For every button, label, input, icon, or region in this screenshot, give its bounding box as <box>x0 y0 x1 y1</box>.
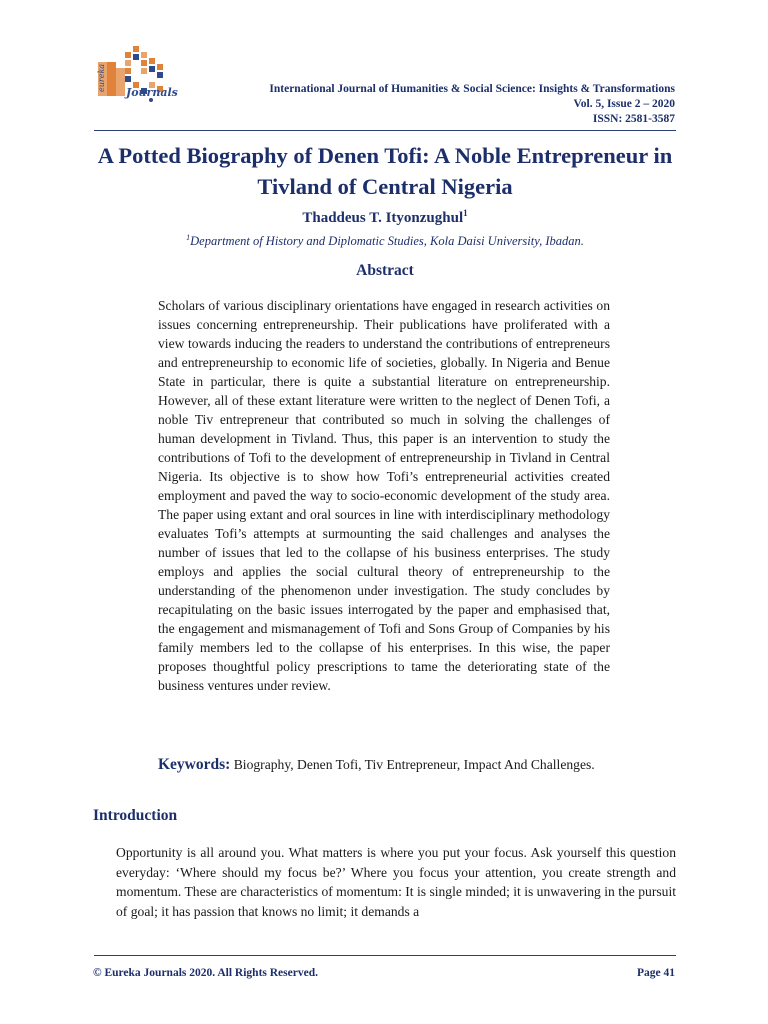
svg-text:Journals: Journals <box>126 86 178 99</box>
keywords-label: Keywords: <box>158 756 231 773</box>
abstract-heading: Abstract <box>356 262 414 279</box>
keywords <box>158 755 610 774</box>
author-line <box>80 208 690 227</box>
page-number: Page 41 <box>636 967 675 979</box>
journal-info <box>269 82 675 127</box>
journal-name: International Journal of Humanities & Social Science: Insights & Transformations <box>269 83 675 95</box>
volume-issue: Vol. 5, Issue 2 – 2020 <box>573 98 675 110</box>
introduction-heading: Introduction <box>93 807 178 824</box>
svg-text:eureka: eureka <box>97 63 106 92</box>
keywords-text: Biography, Denen Tofi, Tiv Entrepreneur, Impact And Challenges. <box>233 757 595 772</box>
author-superscript: 1 <box>463 208 468 218</box>
introduction-body: Opportunity is all around you. What matters is where you put your focus. Ask yourself this question everyday: ‘Where should my focus be?’ Where you focus your attention, you create strength and momentum. These are characteristics of momentum: It is single minded; it is unwavering in the pursuit of goal; it has passion that knows no limit; it demands a <box>116 845 676 919</box>
author-affiliation <box>80 233 690 249</box>
copyright-notice: © Eureka Journals 2020. All Rights Reserved. <box>93 967 318 979</box>
article-title: A Potted Biography of Denen Tofi: A Noble Entrepreneur in Tivland of Central Nigeria <box>97 143 673 199</box>
issn: ISSN: 2581-3587 <box>592 113 675 125</box>
footer-divider <box>94 955 676 956</box>
author-name: Thaddeus T. Ityonzughul <box>302 210 464 226</box>
journal-logo <box>95 42 178 104</box>
affiliation-superscript: 1 <box>186 233 191 242</box>
header-divider <box>94 130 676 131</box>
affiliation-text: Department of History and Diplomatic Studies, Kola Daisi University, Ibadan. <box>190 234 584 249</box>
abstract-body: Scholars of various disciplinary orientations have engaged in research activities on issues concerning entrepreneurship. Their publications have proliferated with a view towards inducing the readers to understand the contributions of entrepreneurs and entrepreneurship to economic life of societies, globally. In Nigeria and Benue State in particular, there is quite a substantial literature on entrepreneurship. However, all of these extant literature were written to the neglect of Denen Tofi, a noble Tiv entrepreneur that contributed so much in solving the challenges of human development in Tivland. Thus, this paper is an intervention to study the contributions of Tofi to the development of entrepreneurship in Tivland in Central Nigeria. Its objective is to show how Tofi’s entrepreneurial activities created employment and paved the way to socio-economic development of the study area. The paper using extant and oral sources in line with interdisciplinary methodology evaluates Tofi’s attempts at surmounting the said challenges and analyses the number of issues that led to the collapse of his business enterprises. The study employs and applies the social cultural theory of entrepreneurship to the understanding of the phenomenon under investigation. The study concludes by recapitulating on the basic issues interrogated by the paper and emphasised that, the engagement and mismanagement of Tofi and Sons Group of Companies by his family members led to the collapse of his enterprises. In this wise, the paper proposes thoughtful policy prescriptions to tame the deteriorating state of the business ventures under review. <box>158 298 610 693</box>
